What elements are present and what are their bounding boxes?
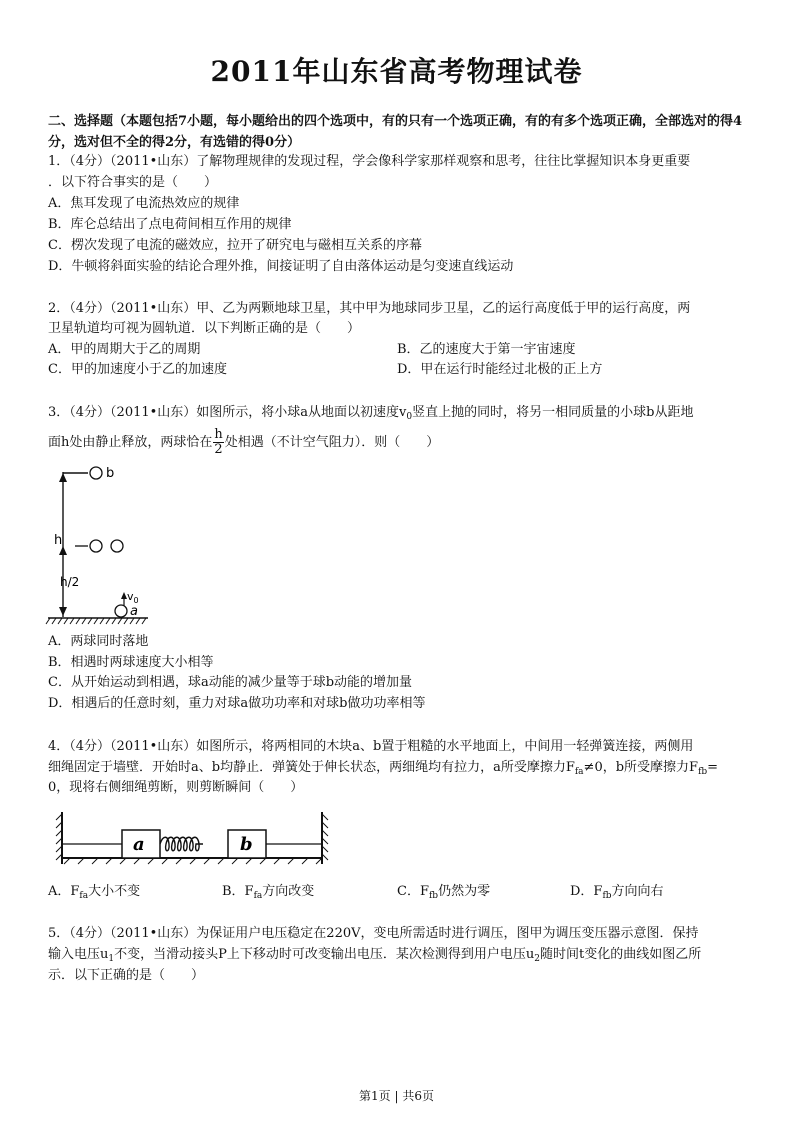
q1-stem-line2: ．以下符合事实的是（ ） xyxy=(48,175,218,190)
q4-figure xyxy=(48,808,338,870)
q4-stem-line3: 0，现将右侧细绳剪断，则剪断瞬间（ ） xyxy=(48,780,304,795)
q1-option-d: D．牛顿将斜面实验的结论合理外推，间接证明了自由落体运动是匀变速直线运动 xyxy=(48,259,514,274)
q1-option-b: B．库仑总结出了点电荷间相互作用的规律 xyxy=(48,217,292,232)
page-title: 2011年山东省高考物理试卷 xyxy=(210,55,583,88)
spring xyxy=(160,837,203,851)
q5-stem-line2: 输入电压$u_1$不变，当滑动接头P上下移动时可改变输出电压．某次检测得到用户电压$u_2$随时间t变化的曲线如图乙所 xyxy=(48,947,702,964)
section-header: 二、选择题（本题包括7小题，每小题给出的四个选项中，有的只有一个选项正确，有的有多个选项正确，全部选对的得4分，选对但不全的得2分，有选错的得0分） xyxy=(48,114,743,150)
svg-text:b: b xyxy=(240,834,253,855)
ball-meet-1 xyxy=(90,540,102,552)
q2-option-c: C．甲的加速度小于乙的加速度 xyxy=(48,362,227,377)
q4-option-d: D．$F_{fb}$方向向右 xyxy=(570,884,664,901)
q1-option-a: A．焦耳发现了电流热效应的规律 xyxy=(48,196,240,211)
ball-b-initial xyxy=(90,467,102,479)
q3-stem-line1: 3．（4分）（2011•山东）如图所示，将小球a从地面以初速度$v_0$竖直上抛的同时，将另一相同质量的小球b从距地 xyxy=(48,405,694,422)
label-h-half: h/2 xyxy=(60,575,80,589)
q1-stem-line1: 1．（4分）（2011•山东）了解物理规律的发现过程，学会像科学家那样观察和思考，往往比掌握知识本身更重要 xyxy=(48,154,691,169)
q3-option-a: A．两球同时落地 xyxy=(48,634,149,649)
q3-option-b: B．相遇时两球速度大小相等 xyxy=(48,655,214,670)
page-footer: 第1页 | 共6页 xyxy=(359,1089,434,1103)
q4-stem-line1: 4．（4分）（2011•山东）如图所示，将两相同的木块a、b置于粗糙的水平地面上，中间用一轻弹簧连接，两侧用 xyxy=(48,739,694,754)
q5-stem-line3: 示．以下正确的是（ ） xyxy=(48,968,205,983)
q2-option-b: B．乙的速度大于第一宇宙速度 xyxy=(397,342,576,357)
label-a: a xyxy=(130,604,138,619)
q4-option-a: A．$F_{fa}$大小不变 xyxy=(48,884,141,901)
label-b: b xyxy=(106,466,115,481)
q2-option-a: A．甲的周期大于乙的周期 xyxy=(48,342,201,357)
q4-stem-line2: 细绳固定于墙壁．开始时a、b均静止．弹簧处于伸长状态，两细绳均有拉力，a所受摩擦力$F_{fa}\ne 0$，b所受摩擦力$F_{fb}=$ xyxy=(48,760,719,777)
label-h: h xyxy=(54,533,63,548)
q2-option-d: D．甲在运行时能经过北极的正上方 xyxy=(397,362,603,377)
svg-text:a: a xyxy=(133,834,145,855)
q2-stem-line2: 卫星轨道均可视为圆轨道．以下判断正确的是（ ） xyxy=(48,321,361,336)
q4-option-c: C．$F_{fb}$仍然为零 xyxy=(397,884,491,901)
q3-option-d: D．相遇后的任意时刻，重力对球a做功功率和对球b做功功率相等 xyxy=(48,696,426,711)
q3-figure xyxy=(44,462,154,632)
q3-option-c: C．从开始运动到相遇，球a动能的减少量等于球b动能的增加量 xyxy=(48,675,413,690)
q2-stem-line1: 2．（4分）（2011•山东）甲、乙为两颗地球卫星，其中甲为地球同步卫星，乙的运行高度低于甲的运行高度，两 xyxy=(48,301,691,316)
q1-option-c: C．楞次发现了电流的磁效应，拉开了研究电与磁相互关系的序幕 xyxy=(48,238,422,253)
ball-meet-2 xyxy=(111,540,123,552)
fraction-h-over-2: $\frac{h}{2}$ xyxy=(214,427,223,457)
label-v0: $v_0$ xyxy=(127,590,139,605)
q3-stem-line2: 面h处由静止释放，两球恰在 $\frac{h}{2}$ 处相遇（不计空气阻力）．则（ ） xyxy=(48,427,440,457)
q5-stem-line1: 5．（4分）（2011•山东）为保证用户电压稳定在220V，变电所需适时进行调压，图甲为调压变压器示意图．保持 xyxy=(48,926,699,941)
q4-option-b: B．$F_{fa}$方向改变 xyxy=(222,884,315,901)
ball-a xyxy=(115,605,127,617)
